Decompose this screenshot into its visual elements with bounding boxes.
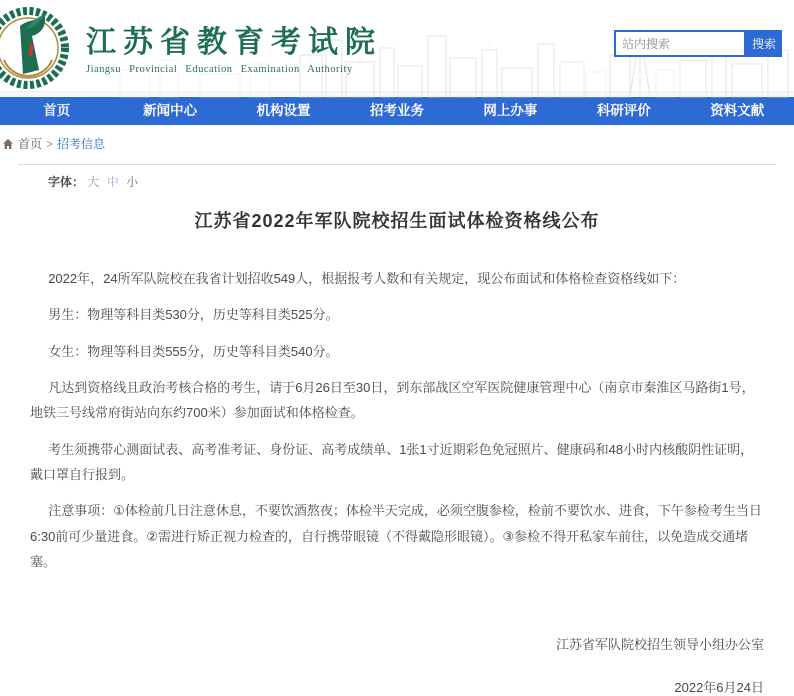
breadcrumb-separator: > <box>46 136 54 151</box>
breadcrumb-current[interactable]: 招考信息 <box>57 137 106 151</box>
paragraph-plan: 2022年，24所军队院校在我省计划招收549人，根据报考人数和有关规定，现公布面试和体格检查资格线如下： <box>48 271 686 286</box>
nav-item-news[interactable]: 新闻中心 <box>143 103 198 118</box>
font-size-controls <box>0 165 794 190</box>
nav-item-admission[interactable]: 招考业务 <box>369 103 424 118</box>
article-signature: 江苏省军队院校招生领导小组办公室 <box>555 637 764 653</box>
nav-item-home[interactable]: 首页 <box>43 103 71 118</box>
paragraph-materials: 考生须携带心测面试表、高考准考证、身份证、高考成绩单、1张1寸近期彩色免冠照片、健康码和48小时内核酸阴性证明，戴口罩自行报到。 <box>30 441 754 483</box>
paragraph-female-line: 女生：物理等科目类555分，历史等科目类540分。 <box>48 343 339 359</box>
search-input[interactable] <box>614 30 746 57</box>
paragraph-location: 凡达到资格线且政治考核合格的考生，请于6月26日至30日，到东部战区空军医院健康管理中心（南京市秦淮区马路街1号，地铁三号线常府街站向东约700米）参加面试和体格检查。 <box>30 380 755 421</box>
site-title-cn: 江苏省教育考试院 <box>86 26 382 59</box>
nav-item-online[interactable]: 网上办事 <box>483 103 538 118</box>
site-search <box>614 30 782 57</box>
article-title: 江苏省2022年军队院校招生面试体检资格线公布 <box>194 211 600 231</box>
site-header <box>0 0 794 97</box>
nav-item-docs[interactable]: 资料文献 <box>710 103 765 118</box>
main-nav <box>0 97 794 125</box>
font-size-label: 字体： <box>48 175 85 189</box>
nav-item-research[interactable]: 科研评价 <box>596 103 651 118</box>
article-date: 2022年6月24日 <box>674 680 764 696</box>
breadcrumb <box>0 125 794 156</box>
paragraph-male-line: 男生：物理等科目类530分，历史等科目类525分。 <box>48 307 339 323</box>
breadcrumb-home[interactable]: 首页 <box>18 137 43 151</box>
brand-text <box>86 17 382 75</box>
font-size-medium-button[interactable]: 中 <box>106 175 119 189</box>
paragraph-notes: 注意事项：①体检前几日注意休息，不要饮酒熬夜；体检半天完成，必须空腹参检，检前不要饮水、进食，下午参检考生当日6:30前可少量进食。②需进行矫正视力检查的，自行携带眼镜（不得戴隐形眼镜）。③参检不得开私家车前往，以免造成交通堵塞。 <box>30 503 762 570</box>
font-size-large-button[interactable]: 大 <box>87 175 100 189</box>
brand-logo-icon <box>0 4 72 92</box>
article-body <box>30 266 764 574</box>
article <box>0 190 794 696</box>
site-title-en: Jiangsu Provincial Education Examination Authority <box>86 64 353 75</box>
nav-item-org[interactable]: 机构设置 <box>256 103 311 118</box>
search-button[interactable]: 搜索 <box>746 30 782 57</box>
font-size-small-button[interactable]: 小 <box>126 175 139 189</box>
home-icon <box>2 138 14 150</box>
